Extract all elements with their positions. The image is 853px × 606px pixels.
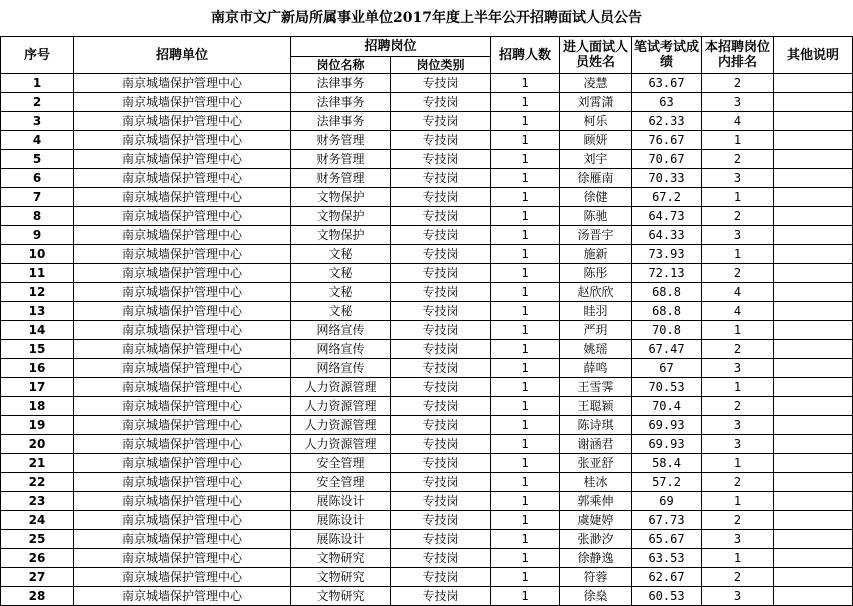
count-cell: 1 xyxy=(491,283,560,302)
name-cell: 徐健 xyxy=(560,188,632,207)
count-cell: 1 xyxy=(491,131,560,150)
name-cell: 桂冰 xyxy=(560,473,632,492)
post-name-cell: 文物研究 xyxy=(291,587,391,606)
table-row xyxy=(1,397,853,416)
table-row xyxy=(1,150,853,169)
seq-cell: 13 xyxy=(1,302,74,321)
seq-cell: 11 xyxy=(1,264,74,283)
count-cell: 1 xyxy=(491,587,560,606)
note-cell xyxy=(774,283,853,302)
post-type-cell: 专技岗 xyxy=(391,150,491,169)
unit-cell: 南京城墙保护管理中心 xyxy=(74,454,291,473)
post-type-cell: 专技岗 xyxy=(391,378,491,397)
seq-cell: 1 xyxy=(1,74,74,93)
name-cell: 王聪颖 xyxy=(560,397,632,416)
note-cell xyxy=(774,207,853,226)
count-cell: 1 xyxy=(491,378,560,397)
score-cell: 68.8 xyxy=(632,302,702,321)
seq-cell: 3 xyxy=(1,112,74,131)
unit-cell: 南京城墙保护管理中心 xyxy=(74,321,291,340)
post-name-cell: 网络宣传 xyxy=(291,359,391,378)
score-cell: 73.93 xyxy=(632,245,702,264)
table-row xyxy=(1,188,853,207)
post-type-cell: 专技岗 xyxy=(391,283,491,302)
name-cell: 姚瑶 xyxy=(560,340,632,359)
seq-cell: 20 xyxy=(1,435,74,454)
unit-cell: 南京城墙保护管理中心 xyxy=(74,435,291,454)
seq-cell: 28 xyxy=(1,587,74,606)
seq-cell: 19 xyxy=(1,416,74,435)
table-row xyxy=(1,530,853,549)
seq-cell: 8 xyxy=(1,207,74,226)
rank-cell: 2 xyxy=(702,207,774,226)
count-cell: 1 xyxy=(491,454,560,473)
header-unit: 招聘单位 xyxy=(74,37,291,74)
post-name-cell: 文物保护 xyxy=(291,226,391,245)
note-cell xyxy=(774,416,853,435)
name-cell: 汤晋宇 xyxy=(560,226,632,245)
unit-cell: 南京城墙保护管理中心 xyxy=(74,340,291,359)
count-cell: 1 xyxy=(491,359,560,378)
post-name-cell: 人力资源管理 xyxy=(291,416,391,435)
score-cell: 69 xyxy=(632,492,702,511)
name-cell: 赵欣欣 xyxy=(560,283,632,302)
rank-cell: 1 xyxy=(702,245,774,264)
rank-cell: 2 xyxy=(702,511,774,530)
rank-cell: 2 xyxy=(702,150,774,169)
unit-cell: 南京城墙保护管理中心 xyxy=(74,112,291,131)
post-name-cell: 网络宣传 xyxy=(291,340,391,359)
count-cell: 1 xyxy=(491,473,560,492)
rank-cell: 4 xyxy=(702,283,774,302)
post-type-cell: 专技岗 xyxy=(391,454,491,473)
score-cell: 69.93 xyxy=(632,416,702,435)
rank-cell: 3 xyxy=(702,416,774,435)
unit-cell: 南京城墙保护管理中心 xyxy=(74,245,291,264)
note-cell xyxy=(774,150,853,169)
score-cell: 70.67 xyxy=(632,150,702,169)
post-type-cell: 专技岗 xyxy=(391,587,491,606)
name-cell: 凌慧 xyxy=(560,74,632,93)
post-type-cell: 专技岗 xyxy=(391,112,491,131)
table-row xyxy=(1,492,853,511)
count-cell: 1 xyxy=(491,264,560,283)
name-cell: 张亚舒 xyxy=(560,454,632,473)
seq-cell: 2 xyxy=(1,93,74,112)
table-row xyxy=(1,549,853,568)
post-type-cell: 专技岗 xyxy=(391,511,491,530)
post-type-cell: 专技岗 xyxy=(391,416,491,435)
score-cell: 76.67 xyxy=(632,131,702,150)
table-row xyxy=(1,378,853,397)
post-name-cell: 展陈设计 xyxy=(291,492,391,511)
unit-cell: 南京城墙保护管理中心 xyxy=(74,568,291,587)
post-type-cell: 专技岗 xyxy=(391,74,491,93)
post-name-cell: 展陈设计 xyxy=(291,530,391,549)
rank-cell: 3 xyxy=(702,435,774,454)
note-cell xyxy=(774,112,853,131)
count-cell: 1 xyxy=(491,245,560,264)
table-row xyxy=(1,321,853,340)
seq-cell: 23 xyxy=(1,492,74,511)
note-cell xyxy=(774,511,853,530)
unit-cell: 南京城墙保护管理中心 xyxy=(74,264,291,283)
post-type-cell: 专技岗 xyxy=(391,207,491,226)
header-post: 招聘岗位 xyxy=(291,37,491,57)
post-name-cell: 文物研究 xyxy=(291,568,391,587)
post-type-cell: 专技岗 xyxy=(391,359,491,378)
header-rank: 本招聘岗位内排名 xyxy=(702,37,774,74)
seq-cell: 26 xyxy=(1,549,74,568)
rank-cell: 3 xyxy=(702,359,774,378)
note-cell xyxy=(774,492,853,511)
score-cell: 62.67 xyxy=(632,568,702,587)
rank-cell: 3 xyxy=(702,93,774,112)
unit-cell: 南京城墙保护管理中心 xyxy=(74,359,291,378)
name-cell: 眭羽 xyxy=(560,302,632,321)
score-cell: 67.47 xyxy=(632,340,702,359)
table-row xyxy=(1,283,853,302)
post-type-cell: 专技岗 xyxy=(391,188,491,207)
score-cell: 60.53 xyxy=(632,587,702,606)
table-row xyxy=(1,169,853,188)
unit-cell: 南京城墙保护管理中心 xyxy=(74,150,291,169)
note-cell xyxy=(774,264,853,283)
post-name-cell: 人力资源管理 xyxy=(291,378,391,397)
post-type-cell: 专技岗 xyxy=(391,226,491,245)
post-type-cell: 专技岗 xyxy=(391,245,491,264)
table-row xyxy=(1,416,853,435)
name-cell: 徐静逸 xyxy=(560,549,632,568)
note-cell xyxy=(774,74,853,93)
rank-cell: 1 xyxy=(702,188,774,207)
score-cell: 70.53 xyxy=(632,378,702,397)
rank-cell: 1 xyxy=(702,549,774,568)
post-type-cell: 专技岗 xyxy=(391,169,491,188)
note-cell xyxy=(774,245,853,264)
post-name-cell: 法律事务 xyxy=(291,112,391,131)
post-name-cell: 文秘 xyxy=(291,302,391,321)
score-cell: 67.2 xyxy=(632,188,702,207)
name-cell: 薛鸣 xyxy=(560,359,632,378)
score-cell: 70.4 xyxy=(632,397,702,416)
name-cell: 符蓉 xyxy=(560,568,632,587)
count-cell: 1 xyxy=(491,549,560,568)
seq-cell: 17 xyxy=(1,378,74,397)
unit-cell: 南京城墙保护管理中心 xyxy=(74,74,291,93)
table-row xyxy=(1,454,853,473)
note-cell xyxy=(774,169,853,188)
seq-cell: 25 xyxy=(1,530,74,549)
count-cell: 1 xyxy=(491,207,560,226)
table-row xyxy=(1,93,853,112)
score-cell: 70.8 xyxy=(632,321,702,340)
score-cell: 57.2 xyxy=(632,473,702,492)
name-cell: 郭乘伸 xyxy=(560,492,632,511)
count-cell: 1 xyxy=(491,302,560,321)
post-name-cell: 文秘 xyxy=(291,283,391,302)
seq-cell: 9 xyxy=(1,226,74,245)
interview-table xyxy=(0,36,853,606)
post-name-cell: 财务管理 xyxy=(291,150,391,169)
header-count: 招聘人数 xyxy=(491,37,560,74)
rank-cell: 2 xyxy=(702,264,774,283)
name-cell: 陈彤 xyxy=(560,264,632,283)
rank-cell: 3 xyxy=(702,169,774,188)
seq-cell: 18 xyxy=(1,397,74,416)
table-row xyxy=(1,511,853,530)
post-type-cell: 专技岗 xyxy=(391,131,491,150)
count-cell: 1 xyxy=(491,397,560,416)
seq-cell: 4 xyxy=(1,131,74,150)
rank-cell: 2 xyxy=(702,397,774,416)
name-cell: 施新 xyxy=(560,245,632,264)
count-cell: 1 xyxy=(491,226,560,245)
note-cell xyxy=(774,435,853,454)
header-note: 其他说明 xyxy=(774,37,853,74)
table-row xyxy=(1,74,853,93)
unit-cell: 南京城墙保护管理中心 xyxy=(74,131,291,150)
name-cell: 刘霄潇 xyxy=(560,93,632,112)
seq-cell: 14 xyxy=(1,321,74,340)
score-cell: 67 xyxy=(632,359,702,378)
post-type-cell: 专技岗 xyxy=(391,340,491,359)
unit-cell: 南京城墙保护管理中心 xyxy=(74,188,291,207)
post-type-cell: 专技岗 xyxy=(391,435,491,454)
note-cell xyxy=(774,188,853,207)
post-name-cell: 文物保护 xyxy=(291,207,391,226)
note-cell xyxy=(774,530,853,549)
post-type-cell: 专技岗 xyxy=(391,93,491,112)
note-cell xyxy=(774,397,853,416)
post-type-cell: 专技岗 xyxy=(391,397,491,416)
post-name-cell: 安全管理 xyxy=(291,473,391,492)
seq-cell: 10 xyxy=(1,245,74,264)
table-row xyxy=(1,359,853,378)
rank-cell: 1 xyxy=(702,492,774,511)
post-name-cell: 财务管理 xyxy=(291,169,391,188)
post-type-cell: 专技岗 xyxy=(391,568,491,587)
score-cell: 63.67 xyxy=(632,74,702,93)
seq-cell: 16 xyxy=(1,359,74,378)
table-row xyxy=(1,435,853,454)
note-cell xyxy=(774,131,853,150)
count-cell: 1 xyxy=(491,150,560,169)
rank-cell: 3 xyxy=(702,587,774,606)
count-cell: 1 xyxy=(491,112,560,131)
name-cell: 虞婕婷 xyxy=(560,511,632,530)
header-score: 笔试考试成绩 xyxy=(632,37,702,74)
rank-cell: 4 xyxy=(702,112,774,131)
post-name-cell: 文秘 xyxy=(291,264,391,283)
unit-cell: 南京城墙保护管理中心 xyxy=(74,93,291,112)
unit-cell: 南京城墙保护管理中心 xyxy=(74,283,291,302)
note-cell xyxy=(774,359,853,378)
post-type-cell: 专技岗 xyxy=(391,321,491,340)
table-row xyxy=(1,226,853,245)
rank-cell: 4 xyxy=(702,302,774,321)
count-cell: 1 xyxy=(491,169,560,188)
rank-cell: 1 xyxy=(702,321,774,340)
note-cell xyxy=(774,93,853,112)
name-cell: 陈驰 xyxy=(560,207,632,226)
seq-cell: 22 xyxy=(1,473,74,492)
count-cell: 1 xyxy=(491,93,560,112)
seq-cell: 5 xyxy=(1,150,74,169)
seq-cell: 21 xyxy=(1,454,74,473)
rank-cell: 1 xyxy=(702,454,774,473)
score-cell: 64.33 xyxy=(632,226,702,245)
unit-cell: 南京城墙保护管理中心 xyxy=(74,207,291,226)
post-type-cell: 专技岗 xyxy=(391,473,491,492)
rank-cell: 3 xyxy=(702,530,774,549)
seq-cell: 15 xyxy=(1,340,74,359)
score-cell: 64.73 xyxy=(632,207,702,226)
post-name-cell: 网络宣传 xyxy=(291,321,391,340)
name-cell: 张渺汐 xyxy=(560,530,632,549)
post-type-cell: 专技岗 xyxy=(391,549,491,568)
rank-cell: 2 xyxy=(702,74,774,93)
note-cell xyxy=(774,378,853,397)
header-seq: 序号 xyxy=(1,37,74,74)
post-type-cell: 专技岗 xyxy=(391,302,491,321)
rank-cell: 2 xyxy=(702,473,774,492)
unit-cell: 南京城墙保护管理中心 xyxy=(74,587,291,606)
table-row xyxy=(1,264,853,283)
name-cell: 陈诗琪 xyxy=(560,416,632,435)
page-title: 南京市文广新局所属事业单位2017年度上半年公开招聘面试人员公告 xyxy=(211,10,642,26)
note-cell xyxy=(774,473,853,492)
score-cell: 63 xyxy=(632,93,702,112)
table-row xyxy=(1,568,853,587)
seq-cell: 6 xyxy=(1,169,74,188)
score-cell: 58.4 xyxy=(632,454,702,473)
post-name-cell: 文物研究 xyxy=(291,549,391,568)
note-cell xyxy=(774,568,853,587)
score-cell: 67.73 xyxy=(632,511,702,530)
seq-cell: 12 xyxy=(1,283,74,302)
seq-cell: 27 xyxy=(1,568,74,587)
score-cell: 69.93 xyxy=(632,435,702,454)
score-cell: 72.13 xyxy=(632,264,702,283)
unit-cell: 南京城墙保护管理中心 xyxy=(74,492,291,511)
rank-cell: 1 xyxy=(702,378,774,397)
table-row xyxy=(1,340,853,359)
note-cell xyxy=(774,302,853,321)
post-name-cell: 安全管理 xyxy=(291,454,391,473)
post-name-cell: 文物保护 xyxy=(291,188,391,207)
count-cell: 1 xyxy=(491,74,560,93)
seq-cell: 7 xyxy=(1,188,74,207)
post-name-cell: 人力资源管理 xyxy=(291,397,391,416)
unit-cell: 南京城墙保护管理中心 xyxy=(74,226,291,245)
score-cell: 63.53 xyxy=(632,549,702,568)
unit-cell: 南京城墙保护管理中心 xyxy=(74,169,291,188)
table-row xyxy=(1,473,853,492)
unit-cell: 南京城墙保护管理中心 xyxy=(74,530,291,549)
header-post-name: 岗位名称 xyxy=(291,57,391,74)
score-cell: 68.8 xyxy=(632,283,702,302)
name-cell: 王雪霁 xyxy=(560,378,632,397)
count-cell: 1 xyxy=(491,492,560,511)
rank-cell: 1 xyxy=(702,131,774,150)
count-cell: 1 xyxy=(491,568,560,587)
note-cell xyxy=(774,454,853,473)
rank-cell: 3 xyxy=(702,226,774,245)
name-cell: 顾妍 xyxy=(560,131,632,150)
unit-cell: 南京城墙保护管理中心 xyxy=(74,302,291,321)
score-cell: 70.33 xyxy=(632,169,702,188)
table-row xyxy=(1,587,853,606)
score-cell: 65.67 xyxy=(632,530,702,549)
count-cell: 1 xyxy=(491,340,560,359)
table-row xyxy=(1,302,853,321)
count-cell: 1 xyxy=(491,321,560,340)
post-name-cell: 法律事务 xyxy=(291,93,391,112)
unit-cell: 南京城墙保护管理中心 xyxy=(74,397,291,416)
rank-cell: 2 xyxy=(702,568,774,587)
seq-cell: 24 xyxy=(1,511,74,530)
count-cell: 1 xyxy=(491,530,560,549)
name-cell: 柯乐 xyxy=(560,112,632,131)
post-type-cell: 专技岗 xyxy=(391,530,491,549)
post-name-cell: 人力资源管理 xyxy=(291,435,391,454)
post-type-cell: 专技岗 xyxy=(391,264,491,283)
name-cell: 刘宇 xyxy=(560,150,632,169)
table-body xyxy=(1,74,853,606)
unit-cell: 南京城墙保护管理中心 xyxy=(74,378,291,397)
count-cell: 1 xyxy=(491,435,560,454)
rank-cell: 2 xyxy=(702,340,774,359)
name-cell: 严玥 xyxy=(560,321,632,340)
count-cell: 1 xyxy=(491,511,560,530)
table-row xyxy=(1,131,853,150)
unit-cell: 南京城墙保护管理中心 xyxy=(74,549,291,568)
post-type-cell: 专技岗 xyxy=(391,492,491,511)
unit-cell: 南京城墙保护管理中心 xyxy=(74,511,291,530)
score-cell: 62.33 xyxy=(632,112,702,131)
note-cell xyxy=(774,340,853,359)
note-cell xyxy=(774,321,853,340)
table-row xyxy=(1,112,853,131)
count-cell: 1 xyxy=(491,416,560,435)
name-cell: 徐燊 xyxy=(560,587,632,606)
unit-cell: 南京城墙保护管理中心 xyxy=(74,473,291,492)
name-cell: 徐雁南 xyxy=(560,169,632,188)
post-name-cell: 法律事务 xyxy=(291,74,391,93)
header-name: 进人面试人员姓名 xyxy=(560,37,632,74)
name-cell: 谢涵君 xyxy=(560,435,632,454)
note-cell xyxy=(774,587,853,606)
post-name-cell: 财务管理 xyxy=(291,131,391,150)
table-row xyxy=(1,245,853,264)
count-cell: 1 xyxy=(491,188,560,207)
note-cell xyxy=(774,226,853,245)
unit-cell: 南京城墙保护管理中心 xyxy=(74,416,291,435)
post-name-cell: 文秘 xyxy=(291,245,391,264)
table-row xyxy=(1,207,853,226)
note-cell xyxy=(774,549,853,568)
header-post-type: 岗位类别 xyxy=(391,57,491,74)
post-name-cell: 展陈设计 xyxy=(291,511,391,530)
